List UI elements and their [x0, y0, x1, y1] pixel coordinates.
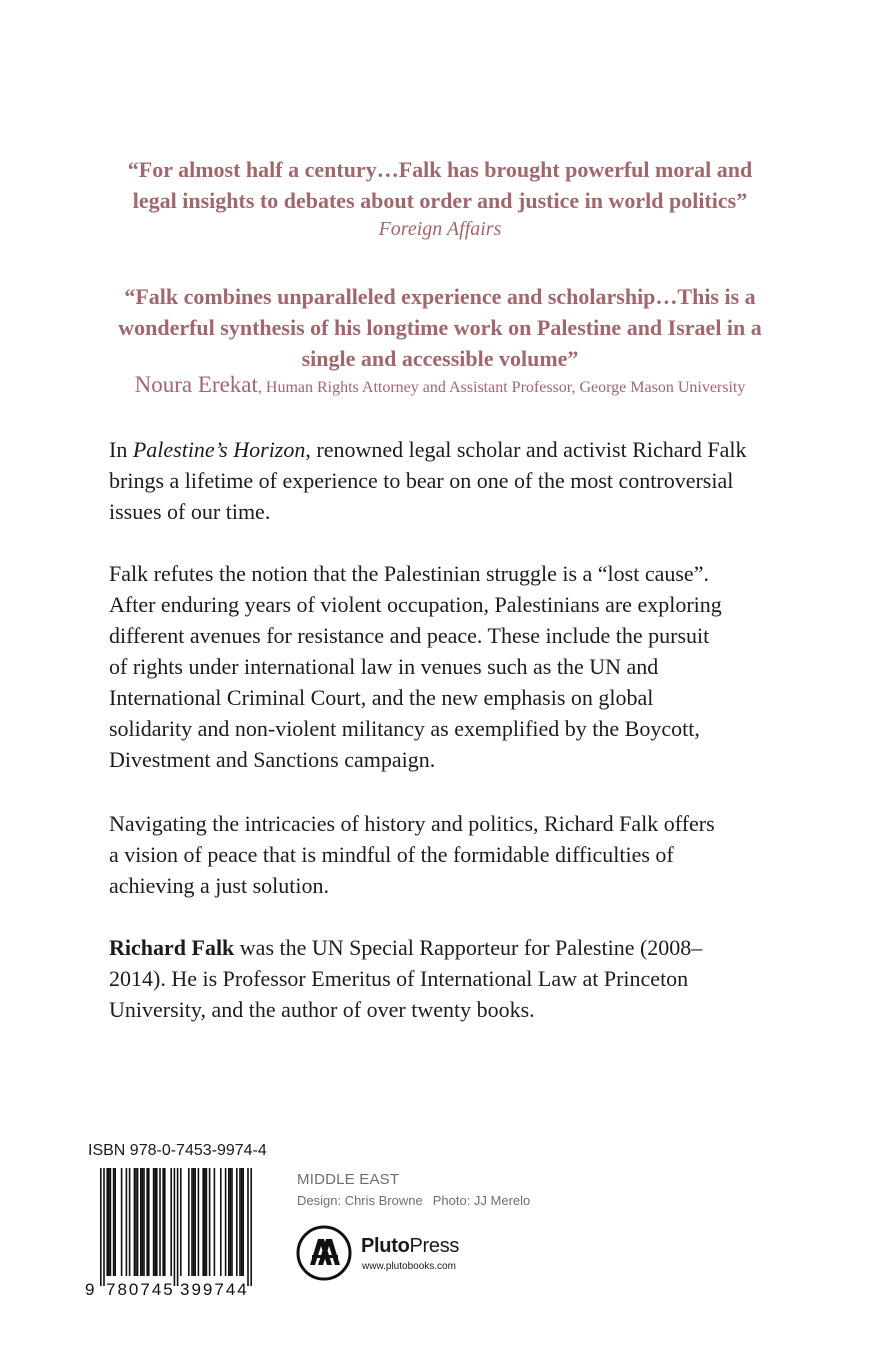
barcode-bar: [180, 1168, 182, 1276]
blurb-paragraph: [109, 434, 789, 527]
barcode-bar: [142, 1168, 144, 1276]
blurb-paragraph: [109, 558, 789, 775]
barcode-bar: [220, 1168, 222, 1276]
barcode-bar: [110, 1168, 112, 1276]
blurb-line: [109, 434, 789, 465]
blurb-line: solidarity and non-violent militancy as exemplified by the Boycott,: [109, 716, 700, 741]
barcode-bar: [143, 1168, 145, 1276]
quote-line: wonderful synthesis of his longtime work on Palestine and Israel in a: [118, 315, 762, 340]
barcode-bar: [198, 1168, 200, 1276]
quote-noura-erekat: [60, 281, 820, 374]
barcode-bar: [241, 1168, 243, 1276]
author-name: Richard Falk: [109, 935, 235, 960]
barcode-bar: [177, 1168, 179, 1286]
barcode-bar: [250, 1168, 252, 1286]
barcode-bar: [164, 1168, 166, 1276]
blurb-line: issues of our time.: [109, 499, 271, 524]
barcode-bar: [239, 1168, 241, 1276]
barcode-bar: [231, 1168, 233, 1276]
barcode-bar: [188, 1168, 190, 1276]
barcode-bar: [170, 1168, 172, 1276]
barcode-bar: [228, 1168, 230, 1276]
blurb-line: Falk refutes the notion that the Palestinian struggle is a “lost cause”.: [109, 561, 709, 586]
blurb-line: a vision of peace that is mindful of the formidable difficulties of: [109, 842, 674, 867]
barcode-bar: [174, 1168, 176, 1286]
blurb-line: University, and the author of over twenty books.: [109, 997, 535, 1022]
publisher-name-rest: Press: [409, 1235, 460, 1257]
barcode-bar: [126, 1168, 128, 1276]
barcode-bar: [129, 1168, 131, 1276]
barcode-bar: [191, 1168, 193, 1276]
barcode-bar: [106, 1168, 108, 1276]
blurb-line: different avenues for resistance and peace. These include the pursuit: [109, 623, 710, 648]
blurb-line: Divestment and Sanctions campaign.: [109, 747, 436, 772]
barcode-bars: [100, 1168, 252, 1286]
blurb-text: In: [109, 437, 133, 462]
barcode-bar: [114, 1168, 116, 1276]
quote-line: single and accessible volume”: [301, 346, 579, 371]
ean-13-barcode-icon: [82, 1168, 262, 1298]
quote-source: [40, 372, 840, 398]
quote-line: “Falk combines unparalleled experience and scholarship…This is a: [124, 284, 756, 309]
book-title: Palestine’s Horizon: [132, 437, 306, 462]
barcode-bar: [225, 1168, 227, 1276]
barcode-bar: [154, 1168, 156, 1276]
barcode-bar: [242, 1168, 244, 1276]
barcode-bar: [162, 1168, 164, 1276]
photo-credit: Photo: JJ Merelo: [432, 1193, 531, 1208]
barcode-bar: [247, 1168, 249, 1286]
barcode-digits-left: 780745: [106, 1280, 175, 1298]
blurb-text: was the UN Special Rapporteur for Palestine (2008–: [234, 935, 703, 960]
publisher-name: [361, 1235, 459, 1258]
cover-credits: [297, 1193, 540, 1208]
publisher-name-bold: Pluto: [361, 1235, 410, 1257]
quote-source-role: , Human Rights Attorney and Assistant Professor, George Mason University: [257, 379, 746, 396]
quote-line: legal insights to debates about order and justice in world politics”: [132, 188, 748, 213]
blurb-line: 2014). He is Professor Emeritus of International Law at Princeton: [109, 966, 689, 991]
blurb-line: of rights under international law in venues such as the UN and: [109, 654, 659, 679]
barcode-digits-right: 399744: [180, 1280, 249, 1298]
barcode-bar: [206, 1168, 208, 1276]
blurb-line: After enduring years of violent occupation, Palestinians are exploring: [109, 592, 722, 617]
blurb-line: Navigating the intricacies of history and politics, Richard Falk offers: [109, 811, 715, 836]
isbn-label: ISBN 978-0-7453-9974-4: [88, 1142, 267, 1159]
blurb-line: brings a lifetime of experience to bear on one of the most controversial: [109, 468, 734, 493]
barcode-bar: [193, 1168, 195, 1276]
barcode-bar: [209, 1168, 211, 1276]
barcode-bar: [153, 1168, 155, 1276]
blurb-paragraph: [109, 808, 789, 901]
barcode-bar: [204, 1168, 206, 1276]
barcode-bar: [135, 1168, 137, 1276]
quote-source-name: Noura Erekat: [134, 372, 258, 397]
blurb-line: International Criminal Court, and the new emphasis on global: [109, 685, 654, 710]
category-label: MIDDLE EAST: [297, 1171, 400, 1188]
blurb-line: [109, 932, 789, 963]
author-bio: [109, 932, 789, 1025]
barcode-bar: [146, 1168, 148, 1276]
barcode-bar: [202, 1168, 204, 1276]
publisher-url: www.plutobooks.com: [362, 1261, 456, 1272]
design-credit: Design: Chris Browne: [297, 1193, 423, 1208]
quote-foreign-affairs: [60, 154, 820, 216]
pluto-press-logo-icon: [296, 1225, 352, 1281]
barcode-digit-first: 9: [85, 1280, 95, 1298]
barcode-bar: [236, 1168, 238, 1276]
barcode-bar: [214, 1168, 216, 1276]
barcode-bar: [159, 1168, 161, 1276]
barcode-bar: [194, 1168, 196, 1276]
barcode-bar: [134, 1168, 136, 1276]
barcode-bar: [140, 1168, 142, 1276]
blurb-text: , renowned legal scholar and activist Richard Falk: [305, 437, 747, 462]
quote-source: Foreign Affairs: [378, 218, 502, 240]
barcode-bar: [113, 1168, 115, 1276]
barcode-bar: [103, 1168, 105, 1286]
barcode-bar: [230, 1168, 232, 1276]
blurb-line: achieving a just solution.: [109, 873, 329, 898]
barcode-bar: [148, 1168, 150, 1276]
barcode-bar: [100, 1168, 102, 1286]
barcode-bar: [108, 1168, 110, 1276]
barcode-bar: [137, 1168, 139, 1276]
barcode-bar: [121, 1168, 123, 1276]
quote-line: “For almost half a century…Falk has brought powerful moral and: [127, 157, 753, 182]
barcode-bar: [156, 1168, 158, 1276]
